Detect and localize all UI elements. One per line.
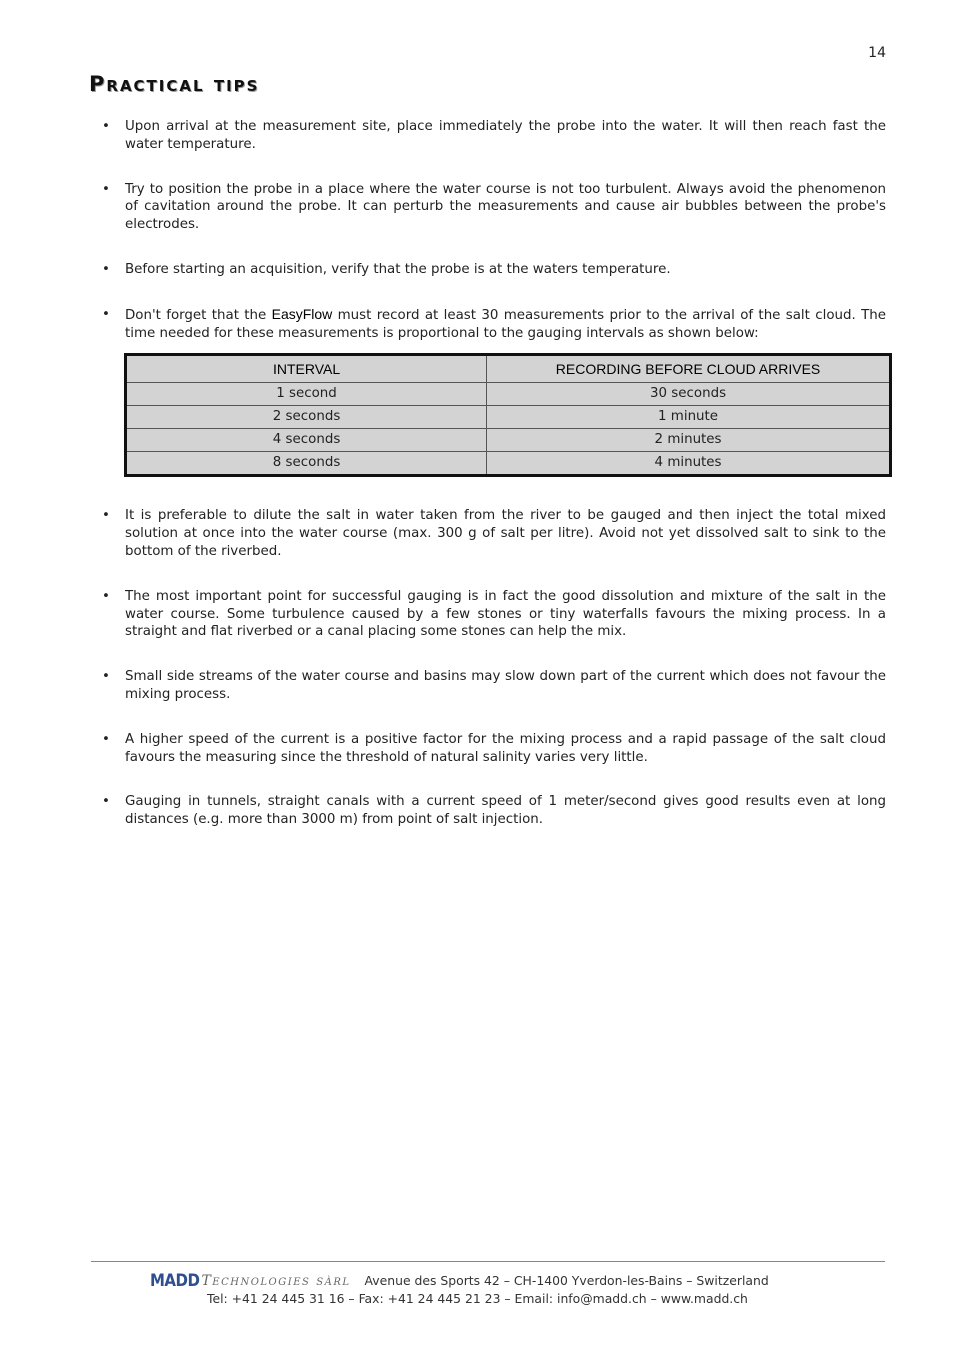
tip-item — [100, 731, 886, 767]
page-title: Practical tips — [89, 72, 260, 96]
table-row — [126, 406, 891, 429]
table-body — [126, 383, 891, 476]
cell-interval: 8 seconds — [126, 452, 487, 476]
footer — [150, 1271, 850, 1308]
tip-text: Gauging in tunnels, straight canals with a current speed of 1 meter/second gives good results even at long distances (e.g. more than 3000 m) from point of salt injection. — [125, 794, 886, 828]
bullet-icon: • — [102, 181, 110, 197]
footer-address: Avenue des Sports 42 – CH-1400 Yverdon-les-Bains – Switzerland — [364, 1273, 769, 1288]
tip-text: It is preferable to dilute the salt in water taken from the river to be gauged and then inject the total mixed solution at once into the water course (max. 300 g of salt per litre). Avoid not yet dissolved salt to sink to the bottom of the riverbed. — [125, 508, 886, 559]
cell-interval: 2 seconds — [126, 406, 487, 429]
tip-text: Try to position the probe in a place where the water course is not too turbulent. Always avoid the phenomenon of cavitation around the probe. It can perturb the measurements and cause air bubbles between the probe's electrodes. — [125, 181, 886, 233]
tip-item — [100, 507, 886, 560]
cell-recording: 2 minutes — [487, 429, 891, 452]
header-recording: RECORDING BEFORE CLOUD ARRIVES — [487, 355, 891, 383]
company-logo: MADD — [150, 1269, 200, 1291]
footer-divider — [91, 1261, 885, 1262]
tip-text: Before starting an acquisition, verify that the probe is at the waters temperature. — [125, 261, 671, 277]
bullet-icon: • — [102, 508, 110, 524]
cell-recording: 4 minutes — [487, 452, 891, 476]
interval-table — [124, 353, 892, 477]
company-name: Technologies sàrl — [201, 1273, 351, 1289]
cell-recording: 1 minute — [487, 406, 891, 429]
tips-list-before-table — [100, 118, 886, 279]
tip-text: Small side streams of the water course and basins may slow down part of the current which does not favour the mixing process. — [125, 669, 886, 702]
bullet-icon: • — [102, 669, 110, 685]
bullet-icon: • — [102, 794, 110, 810]
tips-content — [100, 118, 886, 856]
tip-item — [100, 793, 886, 829]
interval-table-wrapper — [124, 353, 886, 477]
table-row — [126, 383, 891, 406]
tip-text: A higher speed of the current is a positive factor for the mixing process and a rapid passage of the salt cloud favours the measuring since the threshold of natural salinity varies very little. — [125, 731, 886, 765]
brand-name: EasyFlow — [271, 305, 333, 322]
bullet-icon: • — [102, 588, 110, 604]
table-header-row — [126, 355, 891, 383]
tip-item — [100, 261, 886, 279]
header-interval: INTERVAL — [126, 355, 487, 383]
tip-item — [100, 588, 886, 641]
footer-contact: Tel: +41 24 445 31 16 – Fax: +41 24 445 21 23 – Email: info@madd.ch – www.madd.ch — [207, 1291, 748, 1306]
page-number: 14 — [868, 45, 886, 61]
cell-interval: 1 second — [126, 383, 487, 406]
tip-easyflow-pre: Don't forget that the — [125, 307, 272, 323]
tip-text: Upon arrival at the measurement site, place immediately the probe into the water. It will then reach fast the water temperature. — [125, 119, 886, 152]
bullet-icon: • — [102, 119, 110, 134]
tip-easyflow — [100, 306, 886, 343]
tip-item — [100, 118, 886, 154]
table-row — [126, 429, 891, 452]
table-row — [126, 452, 891, 476]
tip-easyflow-post: must record at least 30 measurements prior to the arrival of the salt cloud. The time needed for these measurements is proportional to the gauging intervals as shown below: — [125, 307, 886, 341]
tip-item — [100, 668, 886, 704]
bullet-icon: • — [102, 306, 110, 322]
tip-item — [100, 181, 886, 234]
tips-list-after-table — [100, 507, 886, 829]
cell-interval: 4 seconds — [126, 429, 487, 452]
tip-text: The most important point for successful gauging is in fact the good dissolution and mixture of the salt in the water course. Some turbulence caused by a few stones or tiny waterfalls favours the mixing process. In a straight and flat riverbed or a canal placing some stones can help the mix. — [125, 588, 886, 640]
cell-recording: 30 seconds — [487, 383, 891, 406]
bullet-icon: • — [102, 261, 110, 277]
bullet-icon: • — [102, 731, 110, 747]
